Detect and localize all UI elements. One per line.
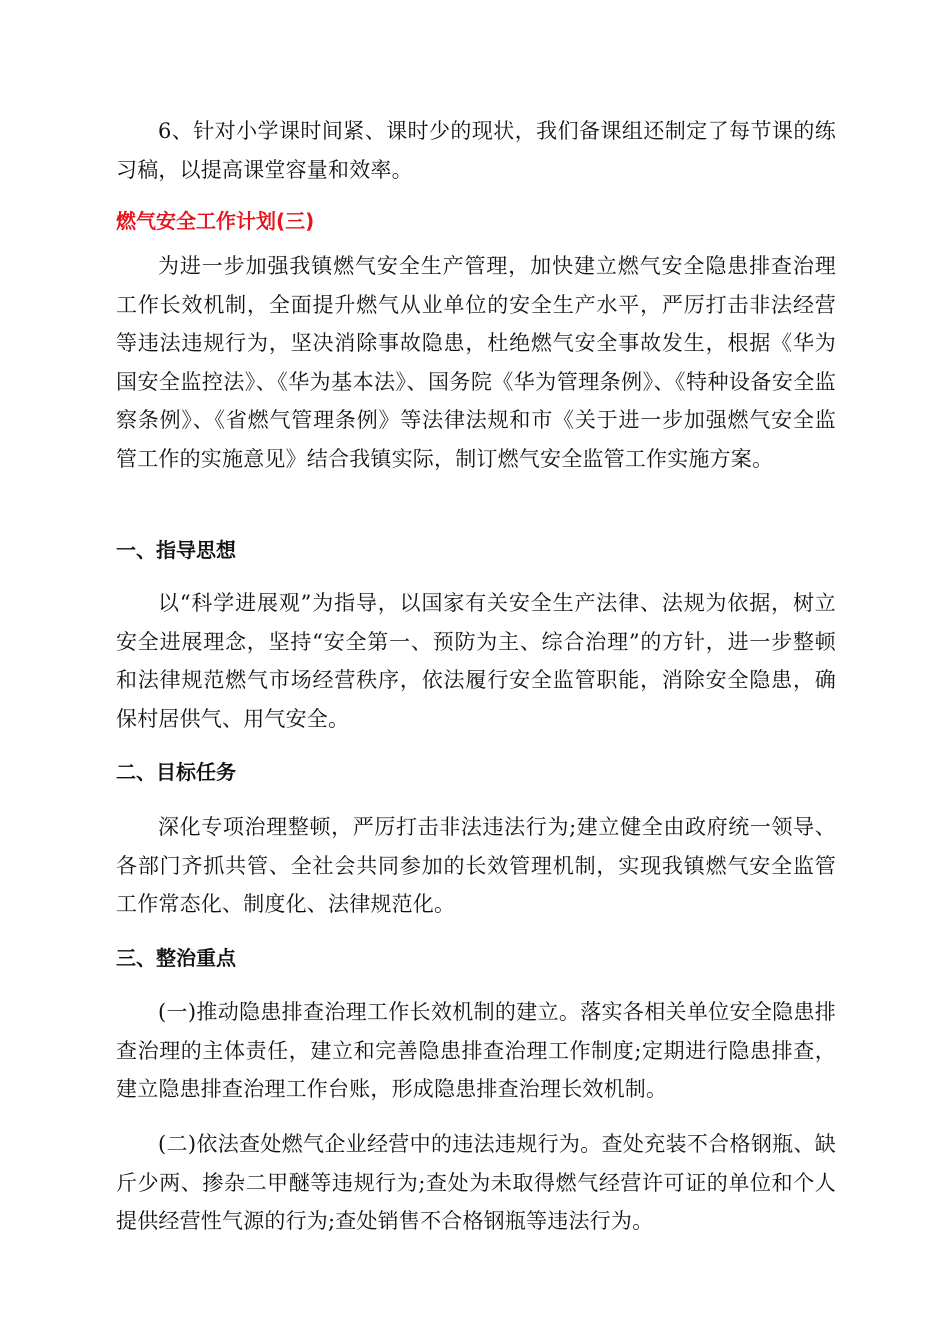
- document-page: [116, 0, 836, 1344]
- section-heading-guiding-thought: 一、指导思想: [116, 538, 236, 562]
- main-paragraph: 为进一步加强我镇燃气安全生产管理，加快建立燃气安全隐患排查治理工作长效机制，全面提升燃气从业单位的安全生产水平，严厉打击非法经营等违法违规行为，坚决消除事故隐患，杜绝燃气安全事故发生，根据《华为国安全监控法》、《华为基本法》、国务院《华为管理条例》、《特种设备安全监察条例》、《省燃气管理条例》等法律法规和市《关于进一步加强燃气安全监管工作的实施意见》结合我镇实际，制订燃气安全监管工作实施方案。: [116, 254, 836, 471]
- intro-paragraph: 6、针对小学课时间紧、课时少的现状，我们备课组还制定了每节课的练习稿，以提高课堂容量和效率。: [116, 119, 836, 182]
- section-heading-key-points: 三、整治重点: [116, 946, 236, 970]
- key-point-item-1: (一)推动隐患排查治理工作长效机制的建立。落实各相关单位安全隐患排查治理的主体责任，建立和完善隐患排查治理工作制度;定期进行隐患排查，建立隐患排查治理工作台账，形成隐患排查治理长效机制。: [116, 1000, 836, 1101]
- section-body-goals: 深化专项治理整顿，严厉打击非法违法行为;建立健全由政府统一领导、各部门齐抓共管、全社会共同参加的长效管理机制，实现我镇燃气安全监管工作常态化、制度化、法律规范化。: [116, 815, 836, 916]
- key-point-item-2: (二)依法查处燃气企业经营中的违法违规行为。查处充装不合格钢瓶、缺斤少两、掺杂二甲醚等违规行为;查处为未取得燃气经营许可证的单位和个人提供经营性气源的行为;查处销售不合格钢瓶等违法行为。: [116, 1132, 836, 1233]
- section-body-guiding-thought: 以“科学进展观”为指导，以国家有关安全生产法律、法规为依据，树立安全进展理念，坚持“安全第一、预防为主、综合治理”的方针，进一步整顿和法律规范燃气市场经营秩序，依法履行安全监管职能，消除安全隐患，确保村居供气、用气安全。: [116, 591, 836, 731]
- section-heading-goals: 二、目标任务: [116, 760, 236, 784]
- plan-title: 燃气安全工作计划(三): [116, 209, 315, 233]
